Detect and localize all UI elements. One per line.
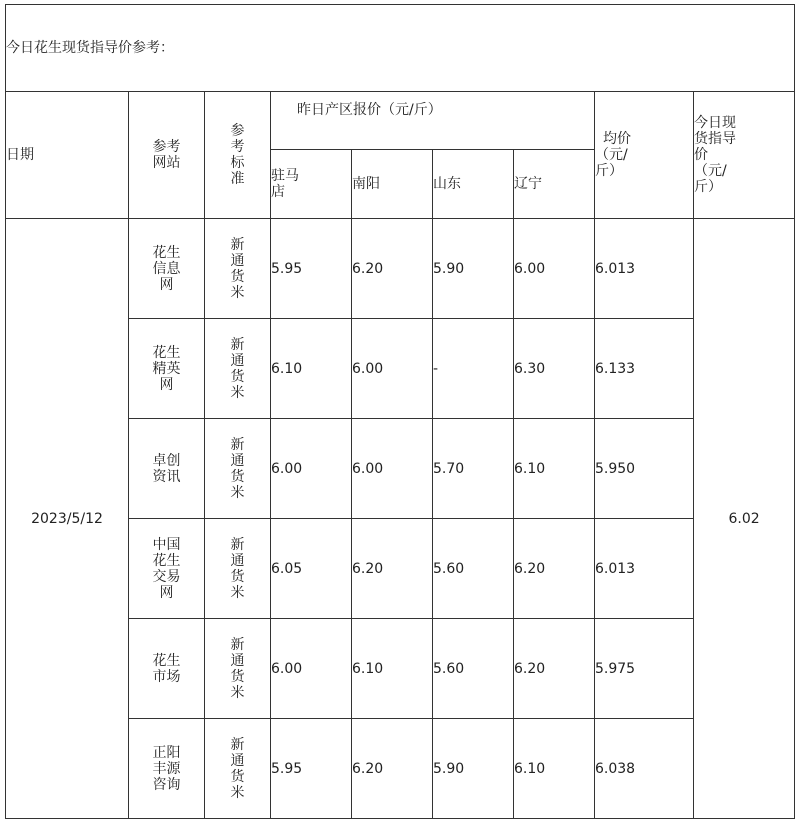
site-name: 花生市场 <box>152 652 181 685</box>
header-region-liaoning-label: 辽宁 <box>514 176 542 192</box>
header-standard <box>205 92 271 219</box>
header-site <box>129 92 205 219</box>
nanyang-price: 6.20 <box>352 219 433 319</box>
site-cell <box>129 219 205 319</box>
header-region-zhumadian-label: 驻马店 <box>271 168 299 200</box>
avg-price: 5.950 <box>595 419 694 519</box>
standard-cell <box>205 419 271 519</box>
header-region-liaoning <box>514 150 595 219</box>
avg-price: 6.013 <box>595 219 694 319</box>
header-today-line2: （元/斤） <box>694 163 727 195</box>
shandong-price: 5.90 <box>433 719 514 819</box>
standard-value: 新通货米 <box>230 536 245 601</box>
site-cell <box>129 419 205 519</box>
site-cell <box>129 519 205 619</box>
standard-cell <box>205 319 271 419</box>
site-cell <box>129 719 205 819</box>
standard-value: 新通货米 <box>230 736 245 801</box>
liaoning-price: 6.30 <box>514 319 595 419</box>
zhumadian-price: 5.95 <box>271 219 352 319</box>
header-region-zhumadian <box>271 150 352 219</box>
zhumadian-price: 6.10 <box>271 319 352 419</box>
shandong-price: 5.60 <box>433 519 514 619</box>
header-region-shandong-label: 山东 <box>433 176 461 192</box>
standard-value: 新通货米 <box>230 436 245 501</box>
zhumadian-price: 6.00 <box>271 619 352 719</box>
shandong-price: - <box>433 319 514 419</box>
liaoning-price: 6.20 <box>514 619 595 719</box>
table-title: 今日花生现货指导价参考： <box>6 40 174 56</box>
standard-cell <box>205 719 271 819</box>
nanyang-price: 6.20 <box>352 519 433 619</box>
header-avg-line1: 均价 <box>603 131 631 147</box>
header-today-line1: 今日现货指导价 <box>694 115 736 163</box>
header-avg-label <box>595 131 654 179</box>
nanyang-price: 6.00 <box>352 419 433 519</box>
price-table <box>5 4 795 819</box>
avg-price: 6.038 <box>595 719 694 819</box>
site-name: 花生精英网 <box>152 344 181 393</box>
header-site-label: 参考网站 <box>152 139 181 171</box>
nanyang-price: 6.20 <box>352 719 433 819</box>
site-name: 中国花生交易网 <box>152 536 181 601</box>
today-price-cell <box>694 219 795 819</box>
header-standard-label: 参考标准 <box>230 123 245 187</box>
site-cell <box>129 319 205 419</box>
liaoning-price: 6.10 <box>514 419 595 519</box>
liaoning-price: 6.20 <box>514 519 595 619</box>
shandong-price: 5.90 <box>433 219 514 319</box>
zhumadian-price: 6.05 <box>271 519 352 619</box>
table-row <box>6 219 795 319</box>
header-avg <box>595 92 694 219</box>
header-region-nanyang-label: 南阳 <box>352 176 380 192</box>
zhumadian-price: 6.00 <box>271 419 352 519</box>
header-date <box>6 92 129 219</box>
standard-value: 新通货米 <box>230 336 245 401</box>
zhumadian-price: 5.95 <box>271 719 352 819</box>
standard-value: 新通货米 <box>230 236 245 301</box>
header-region-shandong <box>433 150 514 219</box>
site-name: 卓创资讯 <box>152 452 181 485</box>
shandong-price: 5.60 <box>433 619 514 719</box>
standard-cell <box>205 519 271 619</box>
site-cell <box>129 619 205 719</box>
avg-price: 6.133 <box>595 319 694 419</box>
nanyang-price: 6.00 <box>352 319 433 419</box>
date-value: 2023/5/12 <box>31 510 103 527</box>
avg-price: 6.013 <box>595 519 694 619</box>
standard-cell <box>205 619 271 719</box>
shandong-price: 5.70 <box>433 419 514 519</box>
header-yesterday-group-label: 昨日产区报价（元/斤） <box>297 102 442 118</box>
header-region-nanyang <box>352 150 433 219</box>
header-avg-line2: （元/斤） <box>595 147 628 179</box>
today-price-value: 6.02 <box>728 510 760 527</box>
liaoning-price: 6.10 <box>514 719 595 819</box>
header-today <box>694 92 795 219</box>
liaoning-price: 6.00 <box>514 219 595 319</box>
nanyang-price: 6.10 <box>352 619 433 719</box>
date-cell <box>6 219 129 819</box>
header-yesterday-group <box>271 92 595 150</box>
standard-cell <box>205 219 271 319</box>
site-name: 花生信息网 <box>152 244 181 293</box>
avg-price: 5.975 <box>595 619 694 719</box>
header-date-label: 日期 <box>6 147 34 163</box>
site-name: 正阳丰源咨询 <box>152 744 181 793</box>
standard-value: 新通货米 <box>230 636 245 701</box>
table-title-cell <box>6 5 795 92</box>
